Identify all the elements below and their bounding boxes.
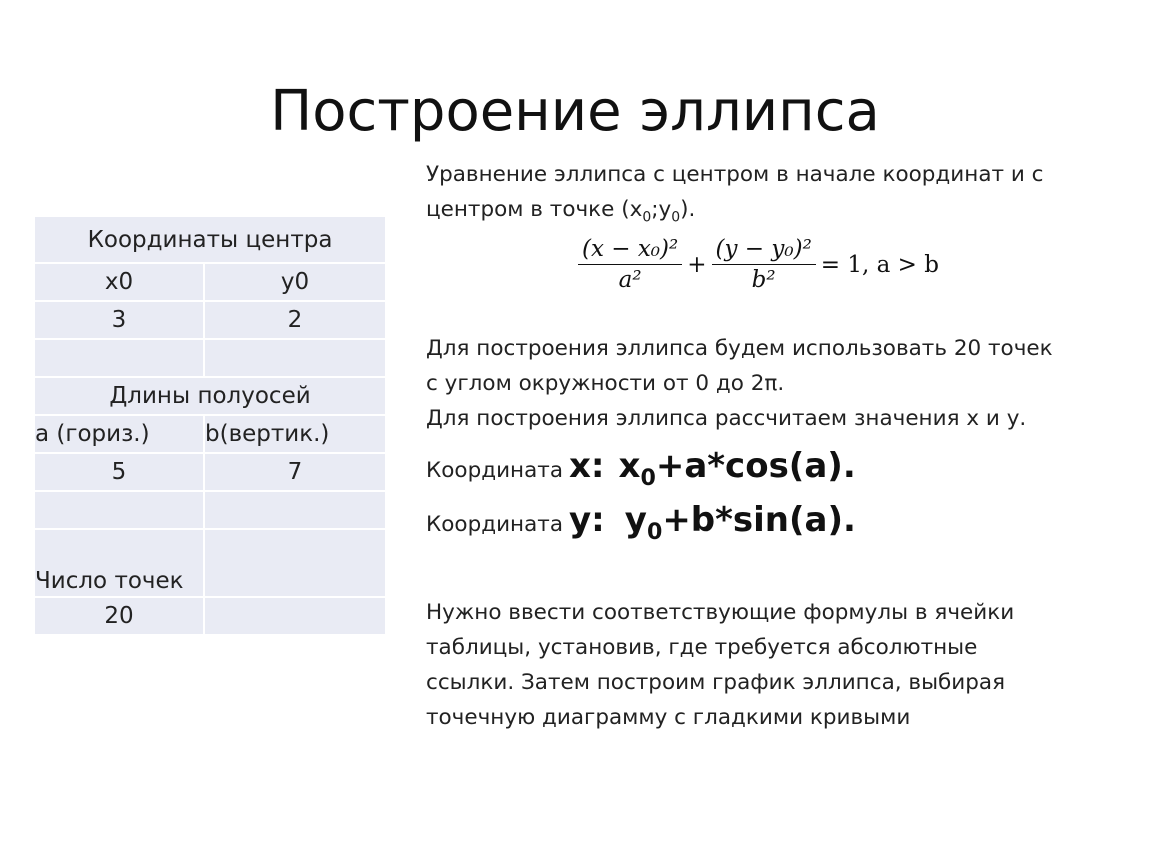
- empty-cell[interactable]: [34, 339, 204, 377]
- intro-line: Уравнение эллипса с центром в начале координат и с: [426, 162, 1044, 187]
- x-coordinate-formula: Координата х: $x_0+a*\cos(a)$.: [426, 446, 856, 491]
- page-title: Построение эллипса: [270, 79, 880, 144]
- empty-cell[interactable]: [204, 529, 386, 597]
- x0-label: x0: [34, 263, 204, 301]
- instructions-line: точечную диаграмму с гладкими кривыми: [426, 705, 911, 730]
- a-value[interactable]: 5: [34, 453, 204, 491]
- method-line: с углом окружности от 0 до 2π.: [426, 371, 785, 396]
- fraction-x: $\frac{\text{(x − x₀)²}}{\text{a²}}$: [578, 236, 682, 293]
- empty-cell[interactable]: [204, 339, 386, 377]
- empty-cell[interactable]: [34, 491, 204, 529]
- instructions-line: таблицы, установив, где требуется абсолютные: [426, 635, 978, 660]
- b-value[interactable]: 7: [204, 453, 386, 491]
- x0-value[interactable]: 3: [34, 301, 204, 339]
- parameters-table: [33, 215, 387, 636]
- axes-header: Длины полуосей: [34, 377, 386, 415]
- equation-rhs: = 1, a > b: [820, 251, 939, 278]
- instructions-line: ссылки. Затем построим график эллипса, выбирая: [426, 670, 1006, 695]
- fraction-y: $\frac{\text{(y − y₀)²}}{\text{b²}}$: [712, 236, 816, 293]
- intro-line: центром в точке $(х_0;у_0)$.: [426, 197, 696, 226]
- points-label: Число точек: [34, 529, 204, 597]
- y-coordinate-formula: Координата у: $y_0+b*\sin(a)$.: [426, 500, 856, 545]
- empty-cell[interactable]: [204, 597, 386, 635]
- y0-label: y0: [204, 263, 386, 301]
- ellipse-equation: $\frac{\text{(x − x₀)²}}{\text{a²}}$ + $\frac{\text{(y − y₀)²}}{\text{b²}}$ = 1, a > b: [578, 236, 944, 293]
- y0-value[interactable]: 2: [204, 301, 386, 339]
- method-line: Для построения эллипса будем использовать 20 точек: [426, 336, 1053, 361]
- intro-paragraph: [426, 157, 1116, 235]
- points-value[interactable]: 20: [34, 597, 204, 635]
- instructions-line: Нужно ввести соответствующие формулы в ячейки: [426, 600, 1015, 625]
- method-line: Для построения эллипса рассчитаем значения х и у.: [426, 406, 1027, 431]
- method-paragraph: [426, 331, 1116, 436]
- b-label: b(вертик.): [204, 415, 386, 453]
- center-header: Координаты центра: [34, 216, 386, 263]
- instructions-paragraph: [426, 595, 1116, 735]
- a-label: a (гориз.): [34, 415, 204, 453]
- empty-cell[interactable]: [204, 491, 386, 529]
